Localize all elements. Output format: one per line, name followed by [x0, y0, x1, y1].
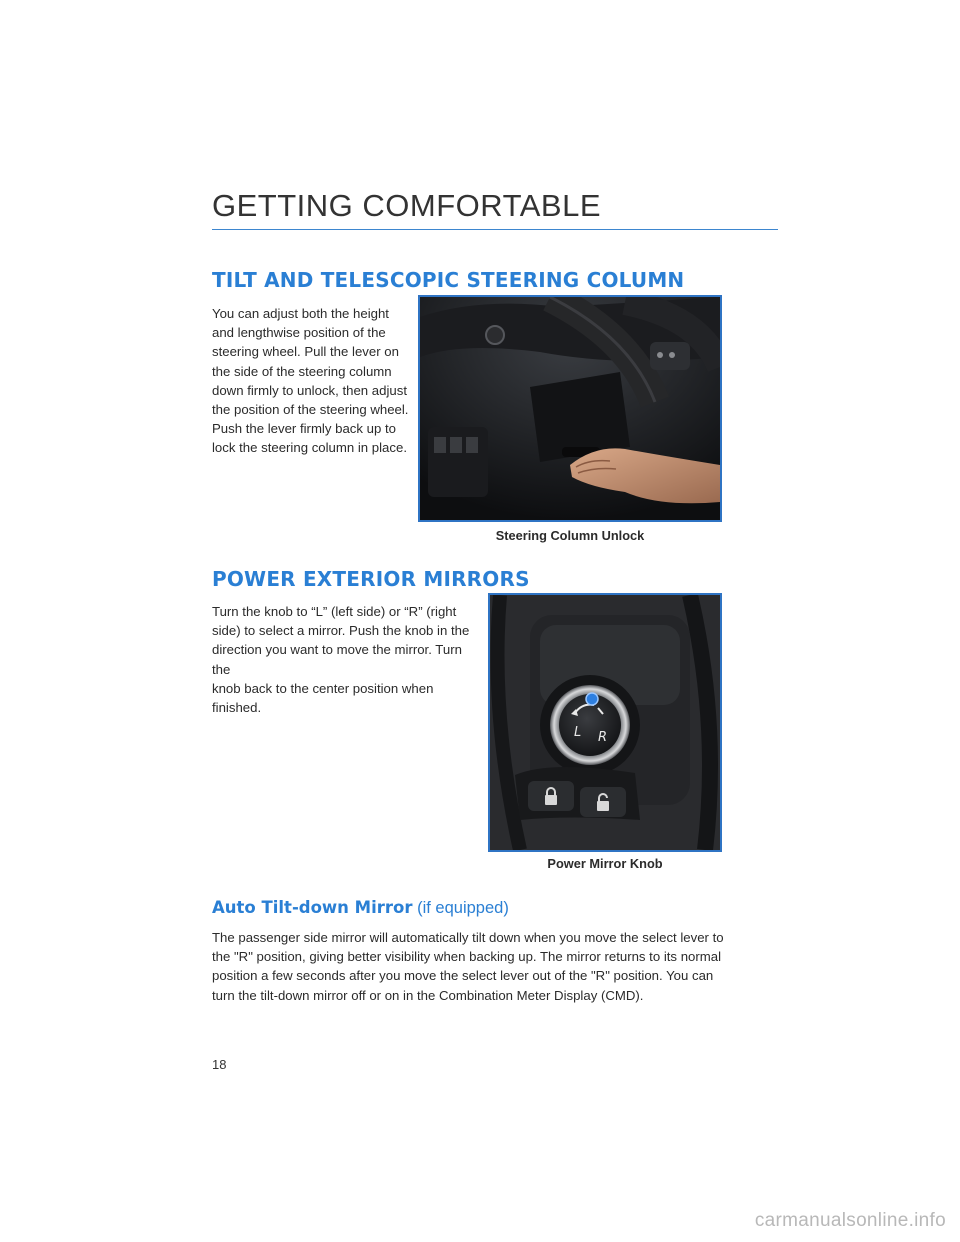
- tilt-body-line: the side of the steering column: [212, 363, 392, 379]
- mirror-section-heading: POWER EXTERIOR MIRRORS: [212, 567, 530, 591]
- mirror-body-line: side) to select a mirror. Push the knob in the: [212, 623, 470, 639]
- section-header: GETTING COMFORTABLE: [212, 188, 601, 223]
- page-number: 18: [212, 1057, 227, 1072]
- tilt-body-line: the position of the steering wheel.: [212, 402, 409, 418]
- knob-left-label: L: [574, 725, 582, 740]
- header-divider: [212, 229, 778, 230]
- mirror-body-line: Turn the knob to “L” (left side) or “R” (right: [212, 604, 457, 619]
- steering-column-caption: Steering Column Unlock: [495, 528, 645, 543]
- tiltdown-body-line: turn the tilt-down mirror off or on in the Combination Meter Display (CMD).: [212, 987, 644, 1003]
- tilt-body-line: Push the lever firmly back up to: [212, 421, 396, 437]
- tilt-body-line: You can adjust both the height: [212, 306, 389, 321]
- tiltdown-body-line: the "R" position, giving better visibility when backing up. The mirror returns to its normal: [212, 949, 721, 965]
- tiltdown-heading: [212, 898, 509, 918]
- mirror-body-line: finished.: [212, 700, 262, 716]
- watermark: carmanualsonline.info: [754, 1210, 946, 1231]
- tilt-body-line: lock the steering column in place.: [212, 440, 407, 456]
- tiltdown-body-line: position a few seconds after you move the select lever out of the "R" position. You can: [212, 968, 714, 984]
- tilt-section-heading: TILT AND TELESCOPIC STEERING COLUMN: [212, 268, 685, 292]
- tilt-body-line: steering wheel. Pull the lever on: [212, 344, 399, 360]
- mirror-knob-caption: Power Mirror Knob: [547, 856, 663, 871]
- tiltdown-body-line: The passenger side mirror will automatically tilt down when you move the select lever to: [212, 930, 724, 945]
- steering-column-photo: [418, 295, 722, 522]
- mirror-section-body: [212, 602, 482, 717]
- tiltdown-body: [212, 928, 782, 1005]
- tiltdown-heading-title: Auto Tilt-down Mirror: [212, 898, 413, 917]
- mirror-knob-photo: [488, 593, 722, 852]
- mirror-body-line: knob back to the center position when: [212, 680, 434, 696]
- tilt-section-body: [212, 304, 412, 458]
- tilt-body-line: down firmly to unlock, then adjust: [212, 382, 407, 398]
- tilt-body-line: and lengthwise position of the: [212, 325, 386, 341]
- mirror-body-line: direction you want to move the mirror. Turn the: [212, 642, 462, 677]
- tiltdown-heading-note: (if equipped): [417, 899, 509, 917]
- knob-right-label: R: [598, 730, 608, 745]
